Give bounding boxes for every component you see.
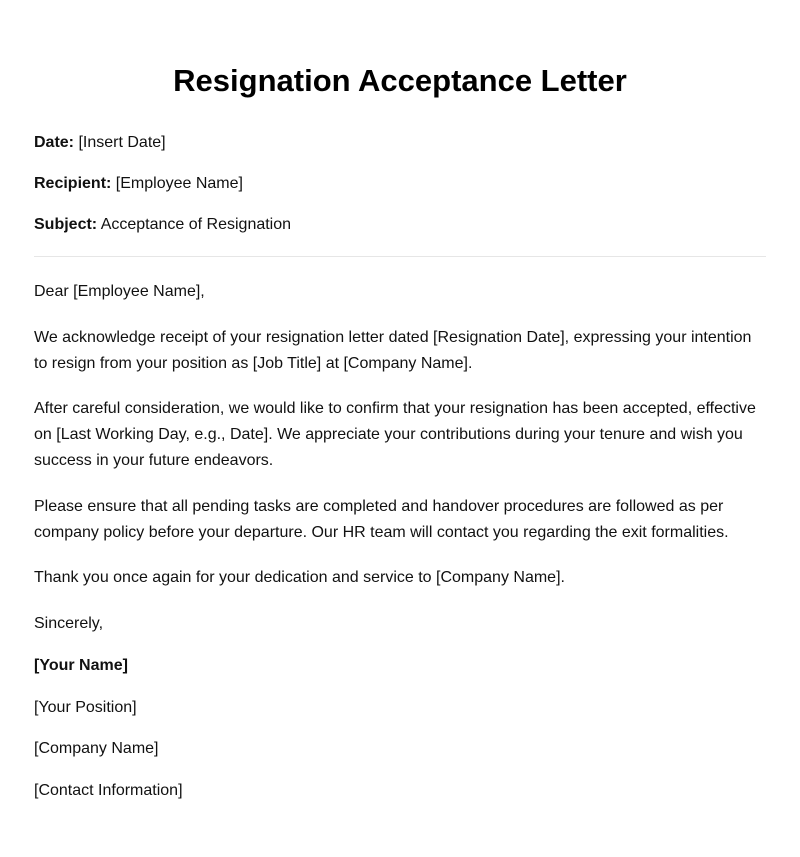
- closing: Sincerely,: [34, 614, 104, 632]
- letter-title: Resignation Acceptance Letter: [173, 63, 627, 98]
- signature-block: [34, 656, 766, 801]
- subject-label: Subject:: [34, 216, 98, 233]
- recipient-line: [34, 174, 766, 194]
- greeting: Dear [Employee Name],: [34, 283, 205, 300]
- date-value: [Insert Date]: [78, 134, 166, 151]
- letter-body: [34, 279, 766, 637]
- signature-company: [Company Name]: [34, 740, 159, 757]
- date-line: [34, 133, 766, 153]
- section-divider: [34, 256, 766, 257]
- paragraph-handover: Please ensure that all pending tasks are completed and handover procedures are followed as per company policy before your departure. Our HR team will contact you regarding the exit formalities.: [34, 497, 729, 541]
- subject-line: [34, 215, 766, 235]
- letter-meta: [34, 133, 766, 235]
- signature-name: [Your Name]: [34, 657, 128, 674]
- recipient-label: Recipient:: [34, 175, 112, 192]
- signature-position: [Your Position]: [34, 698, 137, 716]
- date-label: Date:: [34, 134, 75, 151]
- subject-value: Acceptance of Resignation: [100, 216, 292, 233]
- paragraph-acceptance: After careful consideration, we would like to confirm that your resignation has been accepted, effective on [Last Working Day, e.g., Date]. We appreciate your contributions during your tenure and wish you success in your future endeavors.: [34, 400, 756, 469]
- signature-contact: [Contact Information]: [34, 781, 183, 799]
- paragraph-acknowledgement: We acknowledge receipt of your resignation letter dated [Resignation Date], expressing your intention to resign from your position as [Job Title] at [Company Name].: [34, 328, 752, 372]
- recipient-value: [Employee Name]: [115, 175, 243, 192]
- paragraph-thanks: Thank you once again for your dedication and service to [Company Name].: [34, 569, 565, 586]
